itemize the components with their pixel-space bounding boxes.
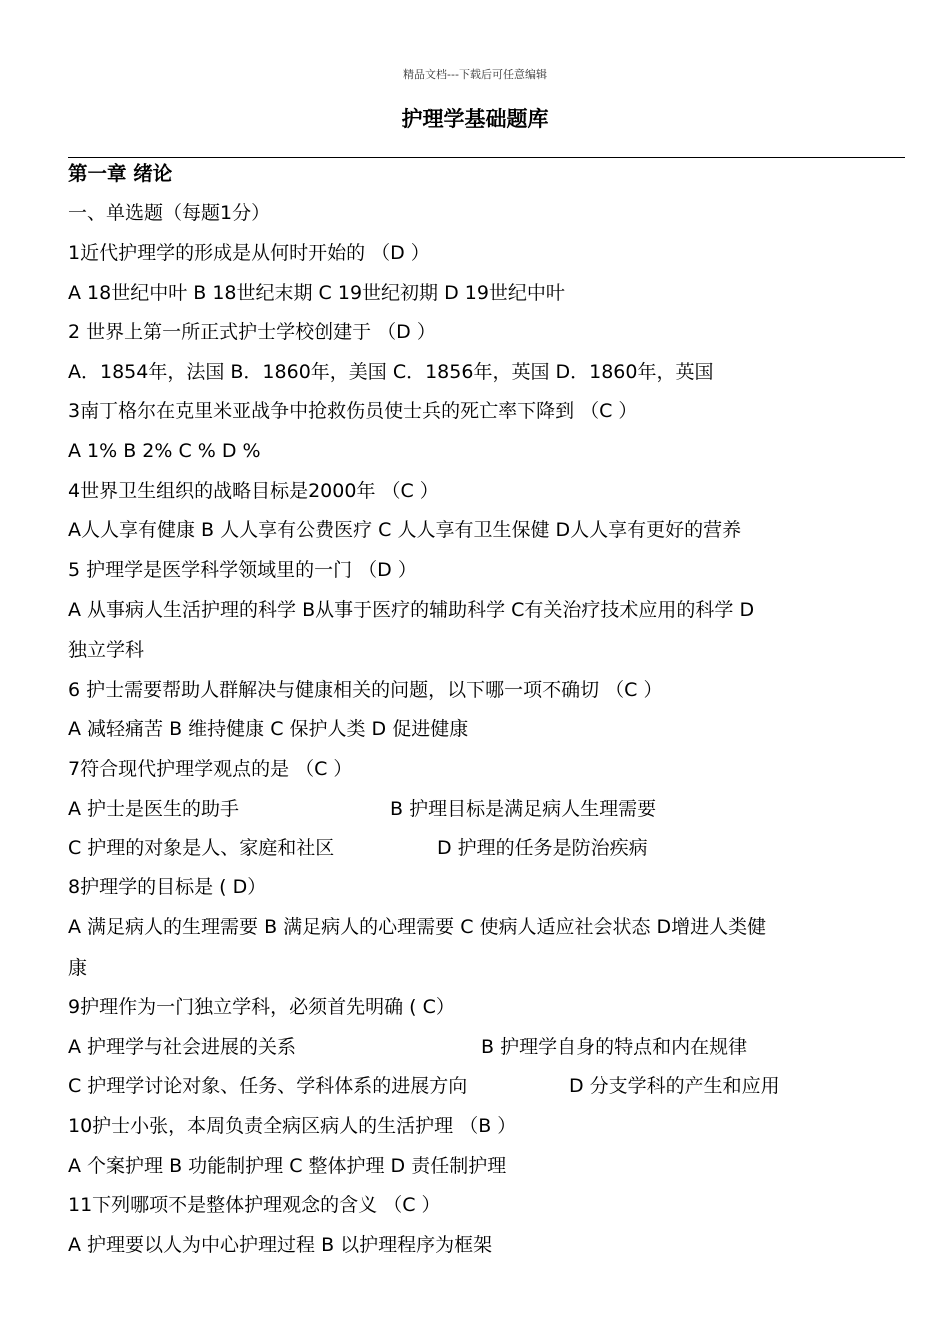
header-note: 精品文档---下载后可任意编辑 <box>403 68 547 81</box>
question-7-options-row-2 <box>68 835 908 861</box>
question-9-option-d: D 分支学科的产生和应用 <box>569 1075 780 1097</box>
question-11-options: A 护理要以人为中心护理过程 B 以护理程序为框架 <box>68 1234 493 1256</box>
question-4-options: A人人享有健康 B 人人享有公费医疗 C 人人享有卫生保健 D人人享有更好的营养 <box>68 519 742 541</box>
question-8-options-continued: 康 <box>68 957 88 979</box>
question-5-options-continued: 独立学科 <box>68 639 145 661</box>
question-10: 10护士小张，本周负责全病区病人的生活护理 （B ） <box>68 1115 517 1137</box>
question-9-option-a: A 护理学与社会进展的关系 <box>68 1036 297 1058</box>
question-2-options: A．1854年，法国 B．1860年，美国 C．1856年，英国 D．1860年，英国 <box>68 361 714 383</box>
question-11: 11下列哪项不是整体护理观念的含义 （C ） <box>68 1194 441 1216</box>
question-1-options: A 18世纪中叶 B 18世纪末期 C 19世纪初期 D 19世纪中叶 <box>68 282 565 304</box>
question-4: 4世界卫生组织的战略目标是2000年 （C ） <box>68 480 439 502</box>
document-title: 护理学基础题库 <box>401 107 549 131</box>
question-8-options: A 满足病人的生理需要 B 满足病人的心理需要 C 使病人适应社会状态 D增进人类健 <box>68 916 767 938</box>
question-9-option-b: B 护理学自身的特点和内在规律 <box>481 1036 748 1058</box>
question-6: 6 护士需要帮助人群解决与健康相关的问题，以下哪一项不确切 （C ） <box>68 679 663 701</box>
section-heading: 一、单选题（每题1分） <box>68 202 271 224</box>
question-3-options: A 1% B 2% C % D % <box>68 440 261 462</box>
question-8: 8护理学的目标是 ( D） <box>68 876 267 898</box>
question-6-options: A 减轻痛苦 B 维持健康 C 保护人类 D 促进健康 <box>68 718 469 740</box>
question-5-options: A 从事病人生活护理的科学 B从事于医疗的辅助科学 C有关治疗技术应用的科学 D <box>68 599 755 621</box>
question-2: 2 世界上第一所正式护士学校创建于 （D ） <box>68 321 436 343</box>
question-7-option-d: D 护理的任务是防治疾病 <box>437 837 648 859</box>
question-7-options-row-1 <box>68 796 908 822</box>
question-9-options-row-2 <box>68 1073 908 1099</box>
question-7: 7符合现代护理学观点的是 （C ） <box>68 758 353 780</box>
question-9-options-row-1 <box>68 1034 908 1060</box>
chapter-heading: 第一章 绪论 <box>68 162 173 185</box>
question-10-options: A 个案护理 B 功能制护理 C 整体护理 D 责任制护理 <box>68 1155 507 1177</box>
title-divider <box>68 157 905 158</box>
question-3: 3南丁格尔在克里米亚战争中抢救伤员使士兵的死亡率下降到 （C ） <box>68 400 638 422</box>
question-9-option-c: C 护理学讨论对象、任务、学科体系的进展方向 <box>68 1075 468 1097</box>
question-7-option-b: B 护理目标是满足病人生理需要 <box>390 798 657 820</box>
question-5: 5 护理学是医学科学领域里的一门 （D ） <box>68 559 417 581</box>
question-7-option-a: A 护士是医生的助手 <box>68 798 240 820</box>
question-1: 1近代护理学的形成是从何时开始的 （D ） <box>68 242 430 264</box>
question-9: 9护理作为一门独立学科，必须首先明确 ( C） <box>68 996 455 1018</box>
question-7-option-c: C 护理的对象是人、家庭和社区 <box>68 837 335 859</box>
